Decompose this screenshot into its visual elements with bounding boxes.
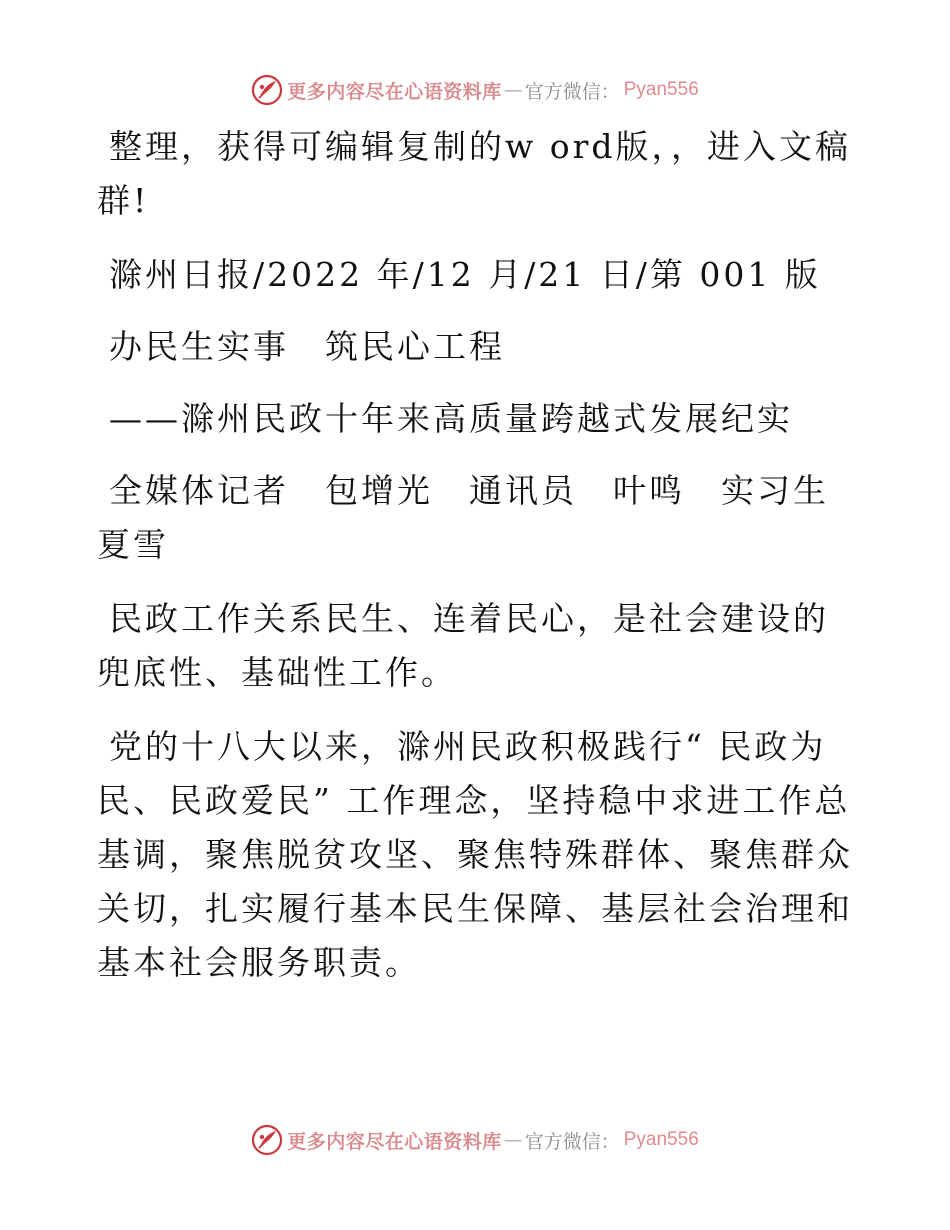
header-watermark-banner [0, 70, 950, 110]
feather-logo-icon [251, 1124, 283, 1156]
article-subtitle: ——滁州民政十年来高质量跨越式发展纪实 [109, 399, 793, 438]
intro-note-paragraph: 整理，获得可编辑复制的w ord版，，进入文稿群! [97, 127, 852, 220]
banner-main-text: 更多内容尽在心语资料库 [287, 1130, 502, 1153]
footer-watermark-banner [0, 1120, 950, 1160]
banner-separator: — [503, 1129, 523, 1151]
banner-wechat-label: 官方微信： [524, 80, 620, 103]
banner-wechat-label: 官方微信： [524, 1130, 620, 1153]
document-body [97, 120, 865, 1010]
banner-main-text: 更多内容尽在心语资料库 [287, 80, 502, 103]
body-paragraph: 党的十八大以来，滁州民政积极践行“ 民政为民、民政爱民” 工作理念，坚持稳中求进工作总基调，聚焦脱贫攻坚、聚焦特殊群体、聚焦群众关切，扎实履行基本民生保障、基层社会治理和基本社会服务职责。 [97, 727, 853, 982]
byline: 全媒体记者 包增光 通讯员 叶鸣 实习生 夏雪 [97, 471, 865, 564]
article-title: 办民生实事 筑民心工程 [109, 327, 505, 366]
body-paragraph: 民政工作关系民生、连着民心，是社会建设的兜底性、基础性工作。 [97, 599, 829, 692]
banner-wechat-handle: Pyan556 [623, 1129, 699, 1150]
source-line: 滁州日报/2022 年/12 月/21 日/第 001 版 [109, 255, 821, 294]
feather-logo-icon [251, 74, 283, 106]
banner-separator: — [503, 79, 523, 101]
banner-wechat-handle: Pyan556 [623, 79, 699, 100]
